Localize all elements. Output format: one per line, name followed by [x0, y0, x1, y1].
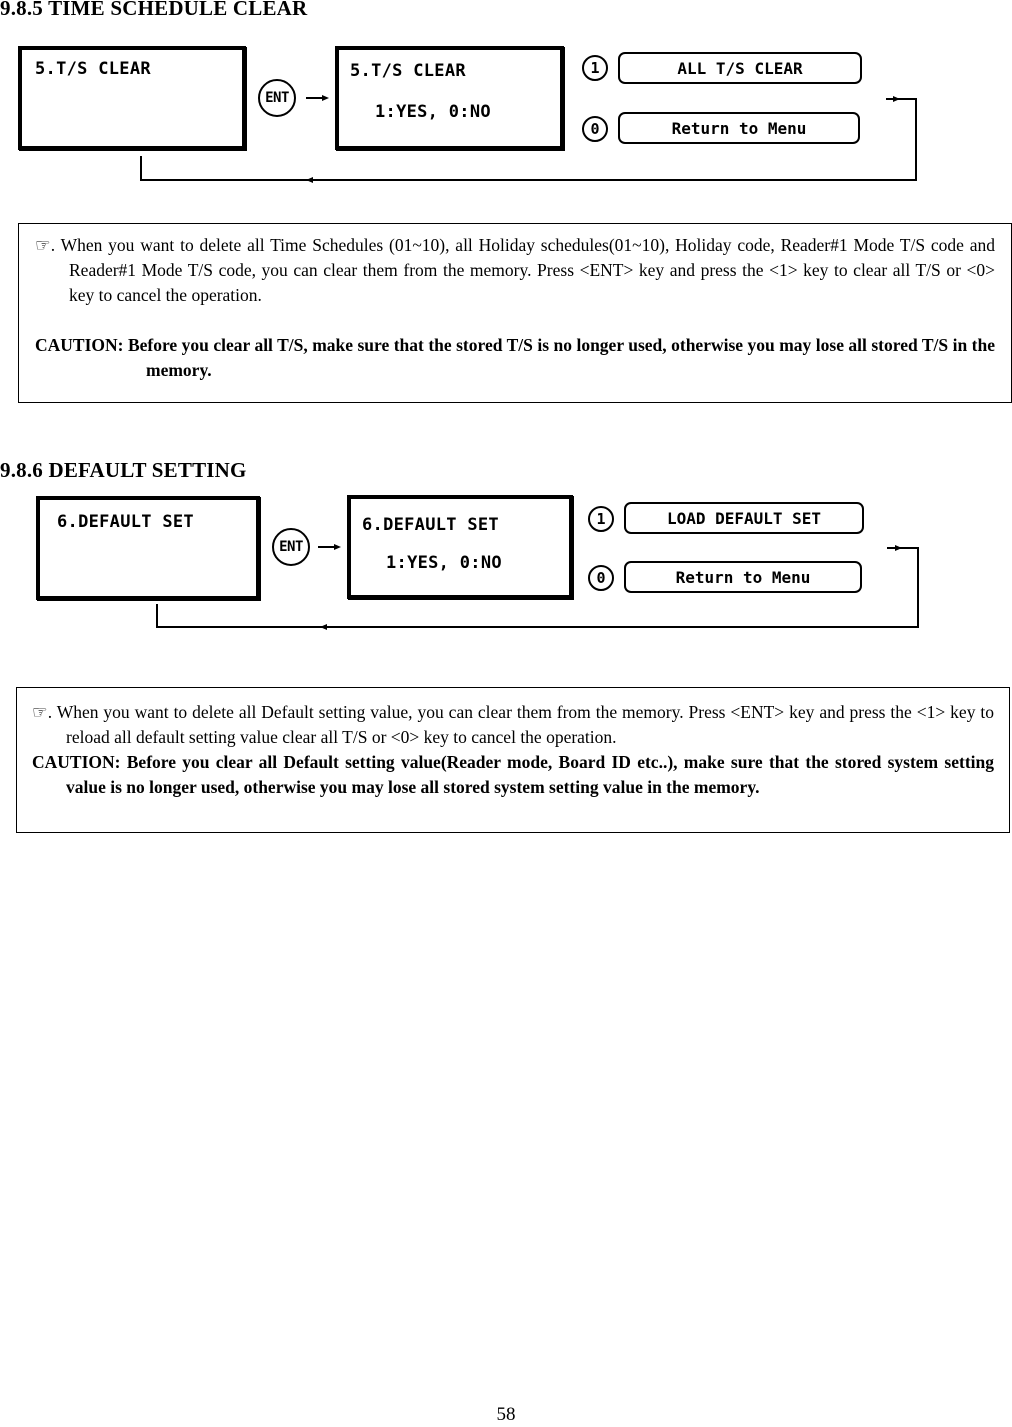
- all-ts-clear-option: ALL T/S CLEAR: [618, 52, 862, 84]
- pointing-hand-icon: ☞: [35, 235, 51, 255]
- key-0-icon: 0: [588, 565, 614, 591]
- lcd-screen-menu: [36, 496, 260, 600]
- pointing-hand-icon: ☞: [32, 702, 48, 722]
- caution-label: CAUTION:: [35, 335, 124, 355]
- page-number: 58: [496, 1404, 516, 1425]
- time-schedule-clear-diagram: [0, 40, 1012, 200]
- loop-arrow-left-icon: [320, 624, 327, 630]
- loop-arrow-left-icon: [306, 177, 313, 183]
- loop-line: [156, 626, 919, 628]
- arrow-right-icon: [334, 544, 341, 550]
- lcd-menu-text: 6.DEFAULT SET: [57, 512, 194, 532]
- arrow-right-icon: [322, 95, 329, 101]
- loop-line: [140, 156, 142, 180]
- load-default-set-option: LOAD DEFAULT SET: [624, 502, 864, 534]
- ent-key-icon: ENT: [258, 79, 296, 117]
- loop-line: [917, 547, 919, 627]
- note-paragraph: [32, 700, 994, 750]
- note-text: . When you want to delete all Default setting value, you can clear them from the memory. Press <ENT> key and press the <1> key to reload all default setting value clear all T/S or <0> key to cancel the operation.: [47, 702, 994, 747]
- return-to-menu-option: Return to Menu: [618, 112, 860, 144]
- loop-line: [156, 604, 158, 627]
- key-0-icon: 0: [582, 116, 608, 142]
- return-to-menu-option: Return to Menu: [624, 561, 862, 593]
- loop-line: [886, 98, 916, 100]
- ent-key-icon: ENT: [272, 528, 310, 566]
- lcd-confirm-title: 6.DEFAULT SET: [362, 515, 499, 535]
- key-1-icon: 1: [582, 55, 608, 81]
- caution-paragraph: CAUTION: Before you clear all Default setting value(Reader mode, Board ID etc..), make sure that the stored system setting value is no longer used, otherwise you may lose all stored system setting value in the memory.: [32, 752, 994, 797]
- loop-line: [887, 547, 918, 549]
- lcd-confirm-prompt: 1:YES, 0:NO: [375, 102, 491, 122]
- note-text: . When you want to delete all Time Schedules (01~10), all Holiday schedules(01~10), Holiday code, Reader#1 Mode T/S code and Reader#1 Mode T/S code, you can clear them from the memory. Press <ENT> key and press the <1> key to clear all T/S or <0> key to cancel the operation.: [50, 235, 995, 305]
- note-box-ts-clear: [18, 223, 1012, 403]
- section-heading-default-setting: 9.8.6 DEFAULT SETTING: [0, 458, 247, 482]
- caution-paragraph: [35, 333, 995, 383]
- key-1-icon: 1: [588, 506, 614, 532]
- note-box-default-setting: [16, 687, 1010, 833]
- caution-text: Before you clear all T/S, make sure that the stored T/S is no longer used, otherwise you may lose all stored T/S in the memory.: [127, 335, 996, 380]
- default-setting-diagram: [0, 490, 1012, 650]
- note-paragraph: [35, 233, 995, 308]
- lcd-confirm-title: 5.T/S CLEAR: [350, 61, 466, 81]
- section-heading-time-schedule-clear: 9.8.5 TIME SCHEDULE CLEAR: [0, 0, 308, 20]
- loop-arrow-icon: [893, 96, 900, 102]
- loop-line: [915, 98, 917, 180]
- lcd-screen-confirm: [347, 495, 573, 599]
- lcd-confirm-prompt: 1:YES, 0:NO: [386, 553, 502, 573]
- lcd-menu-text: 5.T/S CLEAR: [35, 59, 151, 79]
- lcd-screen-confirm: [335, 46, 564, 150]
- loop-line: [140, 179, 917, 181]
- lcd-screen-menu: [18, 46, 246, 150]
- loop-arrow-icon: [895, 545, 902, 551]
